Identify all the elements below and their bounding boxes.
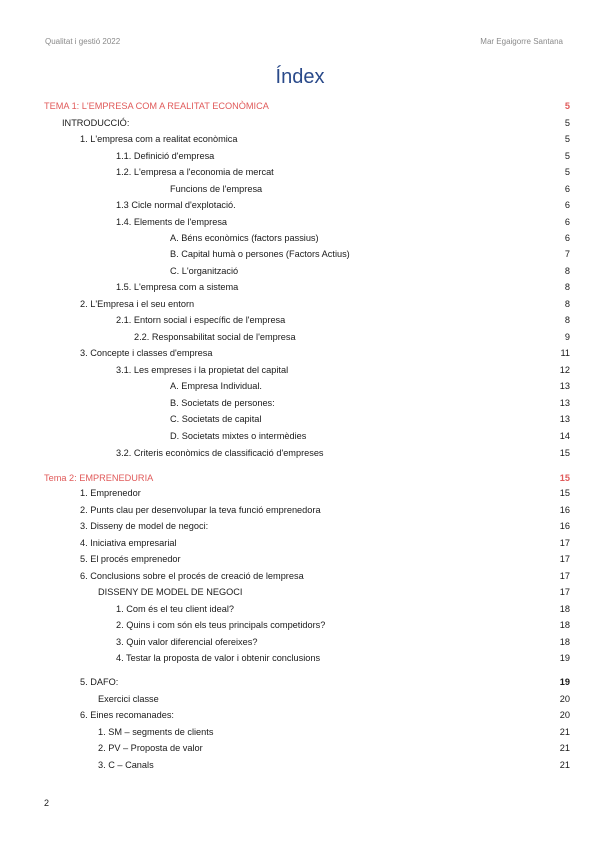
toc-entry-page: 12	[559, 365, 570, 375]
toc-entry-page: 17	[559, 538, 570, 548]
toc-entry[interactable]	[0, 675, 600, 689]
toc-entry-page: 16	[559, 505, 570, 515]
toc-entry[interactable]	[0, 552, 600, 566]
toc-entry-page: 15	[559, 473, 570, 483]
page-title: Índex	[275, 66, 325, 88]
toc-entry-page: 18	[559, 637, 570, 647]
toc-entry[interactable]	[0, 182, 600, 196]
toc-entry-page: 7	[564, 249, 570, 259]
toc-entry-label: 5. El procés emprenedor	[80, 554, 181, 564]
toc-entry[interactable]	[0, 412, 600, 426]
toc-entry-label: 1.2. L'empresa a l'economia de mercat	[116, 167, 274, 177]
toc-entry-page: 15	[559, 448, 570, 458]
toc-entry-page: 5	[564, 118, 570, 128]
toc-entry-label: 2. Punts clau per desenvolupar la teva funció emprenedora	[80, 505, 321, 515]
toc-entry-label: 6. Conclusions sobre el procés de creació de lempresa	[80, 571, 304, 581]
toc-entry[interactable]	[0, 363, 600, 377]
toc-entry-page: 5	[564, 151, 570, 161]
toc-entry-page: 8	[564, 282, 570, 292]
toc-entry-label: 2. Quins i com són els teus principals competidors?	[116, 620, 326, 630]
toc-entry-label: 2. L'Empresa i el seu entorn	[80, 299, 195, 309]
toc-entry-label: 1. Com és el teu client ideal?	[116, 604, 234, 614]
toc-entry-label: 1.5. L'empresa com a sistema	[116, 282, 239, 292]
toc-entry-label: A. Empresa Individual.	[170, 381, 262, 391]
toc-entry-page: 21	[559, 760, 570, 770]
toc-entry[interactable]	[0, 132, 600, 146]
toc-entry-label: Exercici classe	[98, 694, 159, 704]
toc-entry[interactable]	[0, 149, 600, 163]
toc-entry-label: 4. Testar la proposta de valor i obtenir conclusions	[116, 653, 321, 663]
toc-entry[interactable]	[0, 165, 600, 179]
toc-entry-page: 18	[559, 620, 570, 630]
toc-entry-label: 3. Quin valor diferencial ofereixes?	[116, 637, 258, 647]
toc-entry-label: TEMA 1: L'EMPRESA COM A REALITAT ECONÒMICA	[44, 101, 269, 111]
toc-entry-page: 6	[564, 200, 570, 210]
toc-entry-label: 3. Concepte i classes d'empresa	[80, 348, 213, 358]
toc-entry-label: 4. Iniciativa empresarial	[80, 538, 177, 548]
toc-entry-label: 1. SM – segments de clients	[98, 727, 214, 737]
toc-entry-label: 2. PV – Proposta de valor	[98, 743, 203, 753]
toc-entry-label: 2.2. Responsabilitat social de l'empresa	[134, 332, 296, 342]
toc-entry-label: A. Béns econòmics (factors passius)	[170, 233, 319, 243]
toc-entry[interactable]	[0, 486, 600, 500]
toc-entry-label: INTRODUCCIÓ:	[62, 118, 130, 128]
toc-entry-page: 8	[564, 315, 570, 325]
toc-entry-page: 13	[559, 398, 570, 408]
toc-entry-label: 3.2. Criteris econòmics de classificació d'empreses	[116, 448, 324, 458]
toc-entry-label: 1.3 Cicle normal d'explotació.	[116, 200, 236, 210]
toc-entry[interactable]	[0, 330, 600, 344]
toc-entry-label: 6. Eines recomanades:	[80, 710, 174, 720]
toc-entry-page: 19	[559, 653, 570, 663]
toc-entry-page: 13	[559, 381, 570, 391]
toc-entry[interactable]	[0, 569, 600, 583]
toc-entry-label: DISSENY DE MODEL DE NEGOCI	[98, 587, 243, 597]
toc-entry[interactable]	[0, 618, 600, 632]
toc-entry-page: 11	[560, 348, 570, 358]
toc-entry[interactable]	[0, 602, 600, 616]
running-header-right: Mar Egaigorre Santana	[480, 37, 563, 46]
toc-entry-page: 6	[564, 217, 570, 227]
toc-entry-page: 13	[559, 414, 570, 424]
toc-entry-page: 20	[559, 710, 570, 720]
toc-entry[interactable]	[0, 651, 600, 665]
toc-entry[interactable]	[0, 429, 600, 443]
toc-entry[interactable]	[0, 346, 600, 360]
toc-entry-label: B. Societats de persones:	[170, 398, 275, 408]
toc-entry-page: 21	[559, 727, 570, 737]
toc-entry[interactable]	[0, 396, 600, 410]
toc-entry-tema-1[interactable]	[0, 99, 600, 113]
toc-entry[interactable]	[0, 708, 600, 722]
page-number: 2	[44, 798, 50, 808]
toc-entry[interactable]	[0, 585, 600, 599]
toc-entry[interactable]	[0, 313, 600, 327]
toc-entry[interactable]	[0, 758, 600, 772]
toc-entry-page: 6	[564, 233, 570, 243]
toc-entry[interactable]	[0, 215, 600, 229]
toc-entry[interactable]	[0, 725, 600, 739]
toc-entry-page: 20	[559, 694, 570, 704]
toc-entry-label: Funcions de l'empresa	[170, 184, 263, 194]
toc-entry-page: 5	[564, 167, 570, 177]
toc-entry[interactable]	[0, 692, 600, 706]
toc-entry-page: 9	[564, 332, 570, 342]
toc-entry[interactable]	[0, 231, 600, 245]
toc-entry-page: 17	[559, 587, 570, 597]
toc-entry-page: 19	[559, 677, 570, 687]
toc-entry[interactable]	[0, 379, 600, 393]
toc-entry-label: C. Societats de capital	[170, 414, 262, 424]
toc-entry-label: 3. Disseny de model de negoci:	[80, 521, 209, 531]
toc-entry-page: 18	[559, 604, 570, 614]
toc-entry-label: 1. L'empresa com a realitat econòmica	[80, 134, 238, 144]
toc-entry-page: 6	[564, 184, 570, 194]
toc-entry-page: 17	[559, 571, 570, 581]
toc-entry-page: 14	[559, 431, 570, 441]
toc-entry-label: D. Societats mixtes o intermèdies	[170, 431, 307, 441]
toc-entry[interactable]	[0, 247, 600, 261]
toc-entry[interactable]	[0, 741, 600, 755]
toc-entry-label: 5. DAFO:	[80, 677, 119, 687]
toc-entry[interactable]	[0, 264, 600, 278]
toc-entry-page: 15	[559, 488, 570, 498]
toc-entry[interactable]	[0, 635, 600, 649]
toc-entry[interactable]	[0, 198, 600, 212]
toc-entry-label: B. Capital humà o persones (Factors Actius)	[170, 249, 350, 259]
toc-entry-page: 8	[564, 299, 570, 309]
toc-entry[interactable]	[0, 446, 600, 460]
toc-entry-page: 17	[559, 554, 570, 564]
toc-entry-label: 1. Emprenedor	[80, 488, 141, 498]
running-header-left: Qualitat i gestió 2022	[45, 37, 121, 46]
toc-entry-label: C. L'organització	[170, 266, 239, 276]
toc-entry-label: 1.4. Elements de l'empresa	[116, 217, 228, 227]
toc-entry[interactable]	[0, 280, 600, 294]
toc-entry-page: 21	[559, 743, 570, 753]
toc-entry-page: 8	[564, 266, 570, 276]
toc-entry-label: 3. C – Canals	[98, 760, 154, 770]
toc-entry[interactable]	[0, 297, 600, 311]
toc-entry[interactable]	[0, 519, 600, 533]
toc-entry-tema-2[interactable]	[0, 471, 600, 485]
toc-entry-label: 2.1. Entorn social i específic de l'empresa	[116, 315, 286, 325]
toc-entry[interactable]	[0, 116, 600, 130]
toc-entry[interactable]	[0, 503, 600, 517]
toc-entry[interactable]	[0, 536, 600, 550]
toc-entry-page: 5	[564, 101, 570, 111]
toc-entry-label: 1.1. Definició d'empresa	[116, 151, 215, 161]
toc-entry-label: 3.1. Les empreses i la propietat del capital	[116, 365, 289, 375]
toc-entry-page: 5	[564, 134, 570, 144]
toc-entry-page: 16	[559, 521, 570, 531]
toc-entry-label: Tema 2: EMPRENEDURIA	[44, 473, 154, 483]
